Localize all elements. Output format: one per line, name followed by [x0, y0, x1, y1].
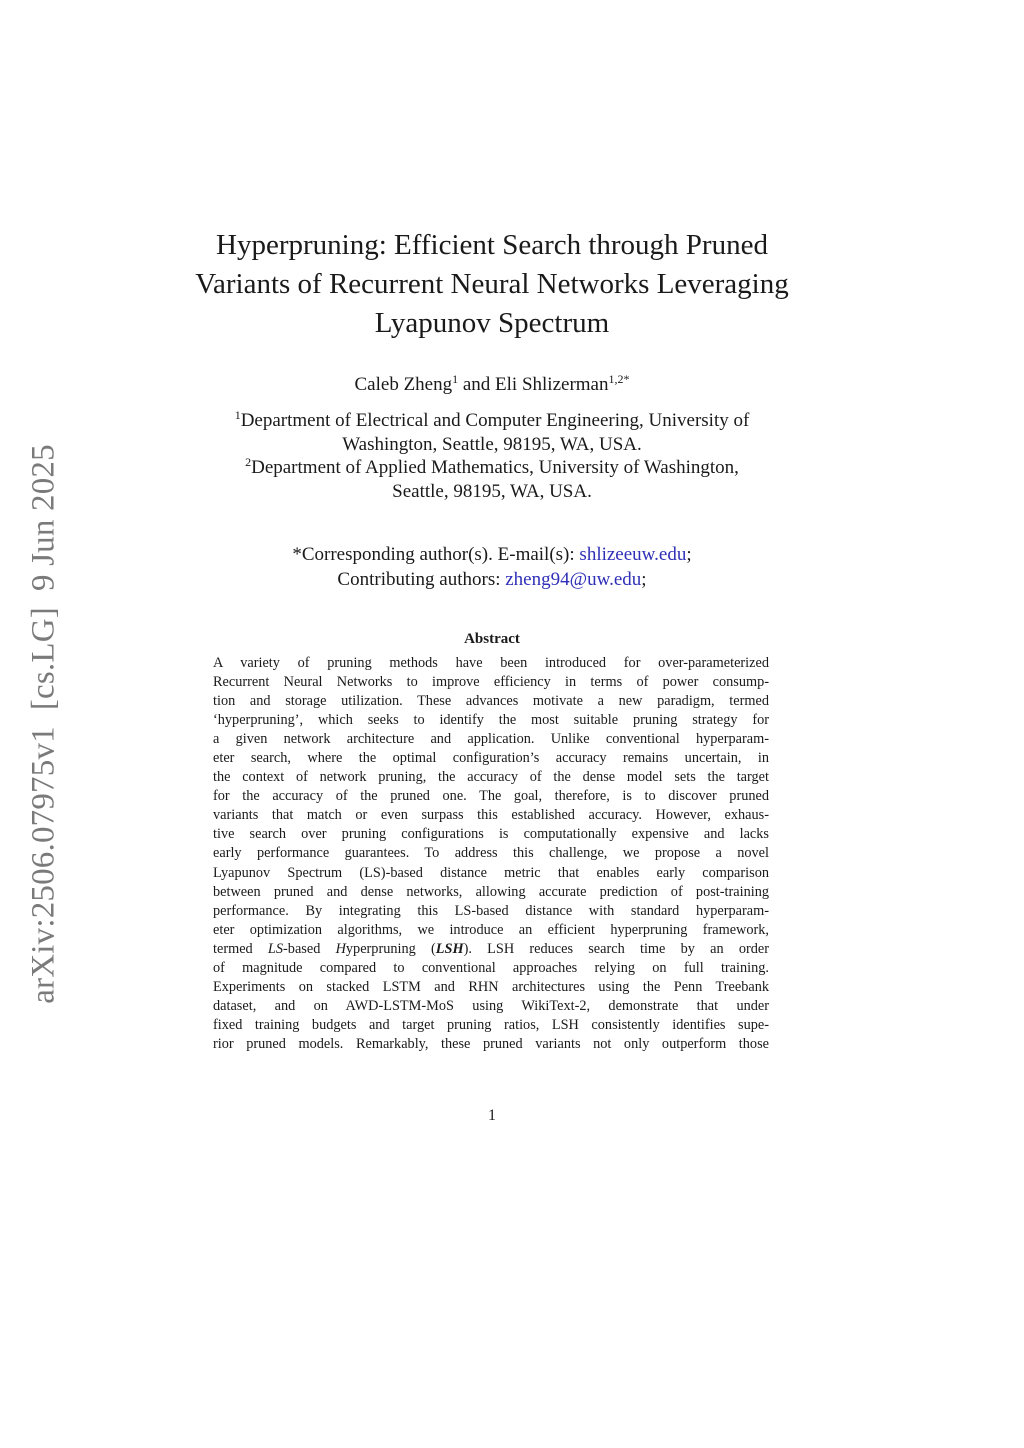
abstract-line: eter optimization algorithms, we introduce an efficient hyperpruning framework, — [213, 921, 769, 938]
lsh-ls-italic: LS — [267, 940, 284, 957]
lsh-yperpruning: yperpruning ( — [345, 940, 436, 957]
abstract-heading: Abstract — [464, 631, 520, 647]
abstract-line: tive search over pruning configurations is computationally expensive and lacks — [213, 826, 769, 843]
arxiv-date: 9 Jun 2025 — [25, 444, 62, 592]
abstract-line: variants that match or even surpass this established accuracy. However, exhaus- — [213, 807, 769, 824]
abstract-line-lsh — [213, 940, 769, 959]
abstract-line: early performance guarantees. To address this challenge, we propose a novel — [213, 845, 769, 862]
abstract-line: performance. By integrating this LS-based distance with standard hyperparam- — [213, 902, 769, 919]
abstract-line: Lyapunov Spectrum (LS)-based distance metric that enables early comparison — [213, 864, 769, 881]
corresponding-label: *Corresponding author(s). E-mail(s): — [292, 544, 580, 565]
abstract-line: Experiments on stacked LSTM and RHN architectures using the Penn Treebank — [213, 978, 769, 995]
affiliation-mark: 2 — [245, 455, 252, 469]
arxiv-id: arXiv:2506.07975v1 — [25, 726, 62, 1004]
affiliation-mark: 1 — [234, 408, 241, 422]
author-name: Eli Shlizerman — [495, 374, 609, 395]
author-name: Caleb Zheng — [354, 374, 453, 395]
corresponding-suffix: ; — [686, 544, 692, 565]
author-affiliation-mark: 1,2* — [608, 372, 630, 386]
affiliation-list — [180, 409, 804, 503]
arxiv-identifier-stamp — [26, 444, 63, 1004]
abstract-line: of magnitude compared to conventional approaches relying on full training. — [213, 959, 769, 976]
abstract-line: the context of network pruning, the accuracy of the dense model sets the target — [213, 769, 769, 786]
paper-title — [180, 226, 804, 343]
contributing-suffix: ; — [641, 569, 647, 590]
affiliation-text: Department of Electrical and Computer Engineering, University of — [240, 410, 750, 431]
title-line-1: Hyperpruning: Efficient Search through Pruned — [216, 229, 768, 261]
abstract-line: for the accuracy of the pruned one. The goal, therefore, is to discover pruned — [213, 788, 769, 805]
corresponding-author-line — [180, 542, 804, 567]
abstract-line: A variety of pruning methods have been introduced for over-parameterized — [213, 655, 769, 671]
title-line-2: Variants of Recurrent Neural Networks Leveraging — [195, 268, 789, 300]
abstract-line: eter search, where the optimal configuration’s accuracy remains uncertain, in — [213, 750, 769, 767]
lsh-based: -based — [283, 940, 336, 957]
contributing-authors-line — [180, 567, 804, 592]
author-conjunction: and — [458, 374, 496, 395]
affiliation-2-continued: Seattle, 98195, WA, USA. — [392, 480, 592, 502]
arxiv-category: [cs.LG] — [25, 607, 62, 711]
correspondence-block — [180, 542, 804, 592]
affiliation-text: Department of Applied Mathematics, University of Washington, — [251, 457, 739, 478]
page-number: 1 — [488, 1107, 496, 1124]
abstract-line: tion and storage utilization. These advances motivate a new paradigm, termed — [213, 693, 769, 710]
affiliation-1 — [180, 409, 804, 433]
contributing-label: Contributing authors: — [337, 569, 506, 590]
affiliation-2 — [180, 456, 804, 480]
contributing-email-link[interactable]: zheng94@uw.edu — [505, 569, 642, 590]
affiliation-1-continued: Washington, Seattle, 98195, WA, USA. — [342, 433, 642, 455]
abstract-line: dataset, and on AWD-LSTM-MoS using WikiText-2, demonstrate that under — [213, 997, 769, 1014]
abstract-line: fixed training budgets and target pruning ratios, LSH consistently identifies supe- — [213, 1016, 769, 1033]
abstract-line: rior pruned models. Remarkably, these pruned variants not only outperform those — [213, 1035, 769, 1052]
abstract-line: a given network architecture and application. Unlike conventional hyperparam- — [213, 731, 769, 748]
abstract-line: ‘hyperpruning’, which seeks to identify the most suitable pruning strategy for — [213, 712, 769, 729]
lsh-suffix: ). LSH reduces search time by an order — [463, 940, 769, 957]
abstract-body — [213, 654, 769, 1054]
abstract-line: between pruned and dense networks, allowing accurate prediction of post-training — [213, 883, 769, 900]
abstract-line: Recurrent Neural Networks to improve efficiency in terms of power consump- — [213, 674, 769, 691]
lsh-h-italic: H — [335, 940, 346, 957]
author-affiliation-mark: 1 — [452, 372, 459, 386]
lsh-prefix: termed — [213, 940, 268, 957]
author-list — [180, 373, 804, 397]
corresponding-email-link[interactable]: shlizeeuw.edu — [579, 544, 687, 565]
lsh-bold-acronym: LSH — [435, 940, 464, 957]
title-line-3: Lyapunov Spectrum — [374, 307, 610, 339]
